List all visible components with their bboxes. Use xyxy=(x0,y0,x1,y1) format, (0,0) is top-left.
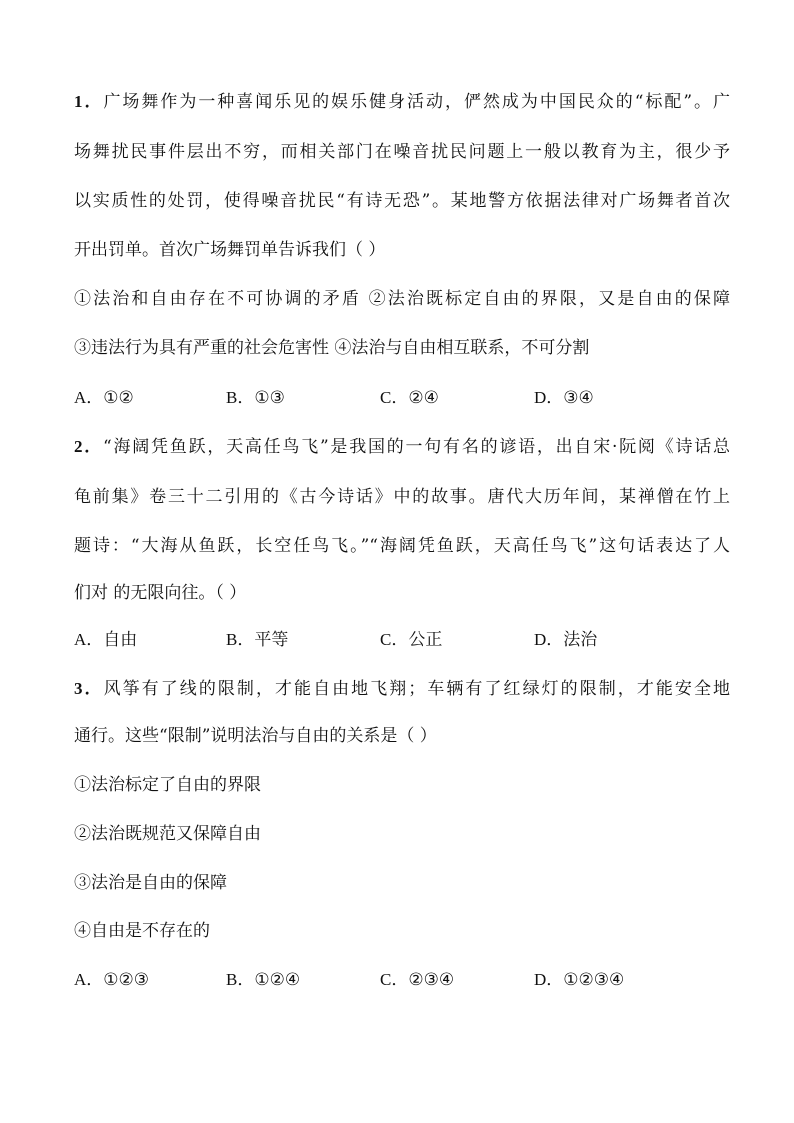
q2-stem-line-3: 题诗：“大海从鱼跃，长空任鸟飞。”“海阔凭鱼跃，天高任鸟飞”这句话表达了人 xyxy=(74,536,730,556)
q3-option-b[interactable] xyxy=(226,968,300,992)
q1-option-b-text: ①③ xyxy=(254,388,285,408)
q3-option-a-text: ①②③ xyxy=(103,970,150,990)
q2-option-c[interactable] xyxy=(380,628,442,652)
q1-stem-line-4: 开出罚单。首次广场舞罚单告诉我们（ ） xyxy=(74,240,386,260)
q3-stem-line-1 xyxy=(74,677,730,701)
q3-options xyxy=(74,968,730,992)
q1-option-c-text: ②④ xyxy=(408,388,439,408)
q1-statement-line-1: ①法治和自由存在不可协调的矛盾 ②法治既标定自由的界限，又是自由的保障 xyxy=(74,289,730,309)
q3-option-b-text: ①②④ xyxy=(254,970,301,990)
q2-options xyxy=(74,628,730,652)
q2-option-d-letter: D． xyxy=(534,630,564,649)
q2-option-a-text: 自由 xyxy=(103,630,138,650)
q3-option-c-text: ②③④ xyxy=(408,970,455,990)
q2-stem-line-2: 龟前集》卷三十二引用的《古今诗话》中的故事。唐代大历年间，某禅僧在竹上 xyxy=(74,487,730,507)
q2-stem-line-4: 们对 的无限向往。（ ） xyxy=(74,583,247,603)
q3-option-a-letter: A． xyxy=(74,970,104,989)
q1-statement-line-2: ③违法行为具有严重的社会危害性 ④法治与自由相互联系，不可分割 xyxy=(74,338,590,358)
q1-option-c[interactable] xyxy=(380,386,439,410)
q1-option-a[interactable] xyxy=(74,386,134,410)
q1-stem-line-2: 场舞扰民事件层出不穷，而相关部门在噪音扰民问题上一般以教育为主，很少予 xyxy=(74,142,730,162)
q2-option-b-text: 平等 xyxy=(254,630,289,650)
q1-stem-text-1: 广场舞作为一种喜闻乐见的娱乐健身活动，俨然成为中国民众的“标配”。广 xyxy=(103,92,730,112)
q2-option-c-text: 公正 xyxy=(408,630,443,650)
q3-number: 3． xyxy=(74,679,104,698)
q1-option-d-text: ③④ xyxy=(563,388,594,408)
q2-option-b[interactable] xyxy=(226,628,288,652)
q2-stem-text-1: “海阔凭鱼跃，天高任鸟飞”是我国的一句有名的谚语，出自宋·阮阅《诗话总 xyxy=(103,437,730,457)
q3-option-a[interactable] xyxy=(74,968,149,992)
q3-option-d[interactable] xyxy=(534,968,624,992)
q3-stem-line-2: 通行。这些“限制”说明法治与自由的关系是（ ） xyxy=(74,726,437,746)
q3-statement-3: ③法治是自由的保障 xyxy=(74,873,227,893)
q2-option-b-letter: B． xyxy=(226,630,255,649)
q1-option-a-letter: A． xyxy=(74,388,104,407)
q3-stem-text-1: 风筝有了线的限制，才能自由地飞翔；车辆有了红绿灯的限制，才能安全地 xyxy=(103,679,730,699)
q1-stem-line-1 xyxy=(74,90,730,114)
q1-option-d-letter: D． xyxy=(534,388,564,407)
q3-statement-2: ②法治既规范又保障自由 xyxy=(74,824,261,844)
q2-number: 2． xyxy=(74,437,104,456)
q1-option-c-letter: C． xyxy=(380,388,409,407)
q2-option-c-letter: C． xyxy=(380,630,409,649)
q2-option-d-text: 法治 xyxy=(563,630,598,650)
q1-options xyxy=(74,386,730,410)
q3-option-c[interactable] xyxy=(380,968,454,992)
q3-option-c-letter: C． xyxy=(380,970,409,989)
q1-option-a-text: ①② xyxy=(103,388,134,408)
q1-option-d[interactable] xyxy=(534,386,594,410)
q2-option-d[interactable] xyxy=(534,628,597,652)
q2-stem-line-1 xyxy=(74,435,730,459)
q3-statement-1: ①法治标定了自由的界限 xyxy=(74,775,261,795)
q1-option-b-letter: B． xyxy=(226,388,255,407)
q1-option-b[interactable] xyxy=(226,386,285,410)
q3-option-d-text: ①②③④ xyxy=(563,970,625,990)
q1-number: 1． xyxy=(74,92,104,111)
q1-stem-line-3: 以实质性的处罚，使得噪音扰民“有诗无恐”。某地警方依据法律对广场舞者首次 xyxy=(74,191,730,211)
q2-option-a-letter: A． xyxy=(74,630,104,649)
q3-statement-4: ④自由是不存在的 xyxy=(74,921,210,941)
q3-option-b-letter: B． xyxy=(226,970,255,989)
q3-option-d-letter: D． xyxy=(534,970,564,989)
q2-option-a[interactable] xyxy=(74,628,137,652)
